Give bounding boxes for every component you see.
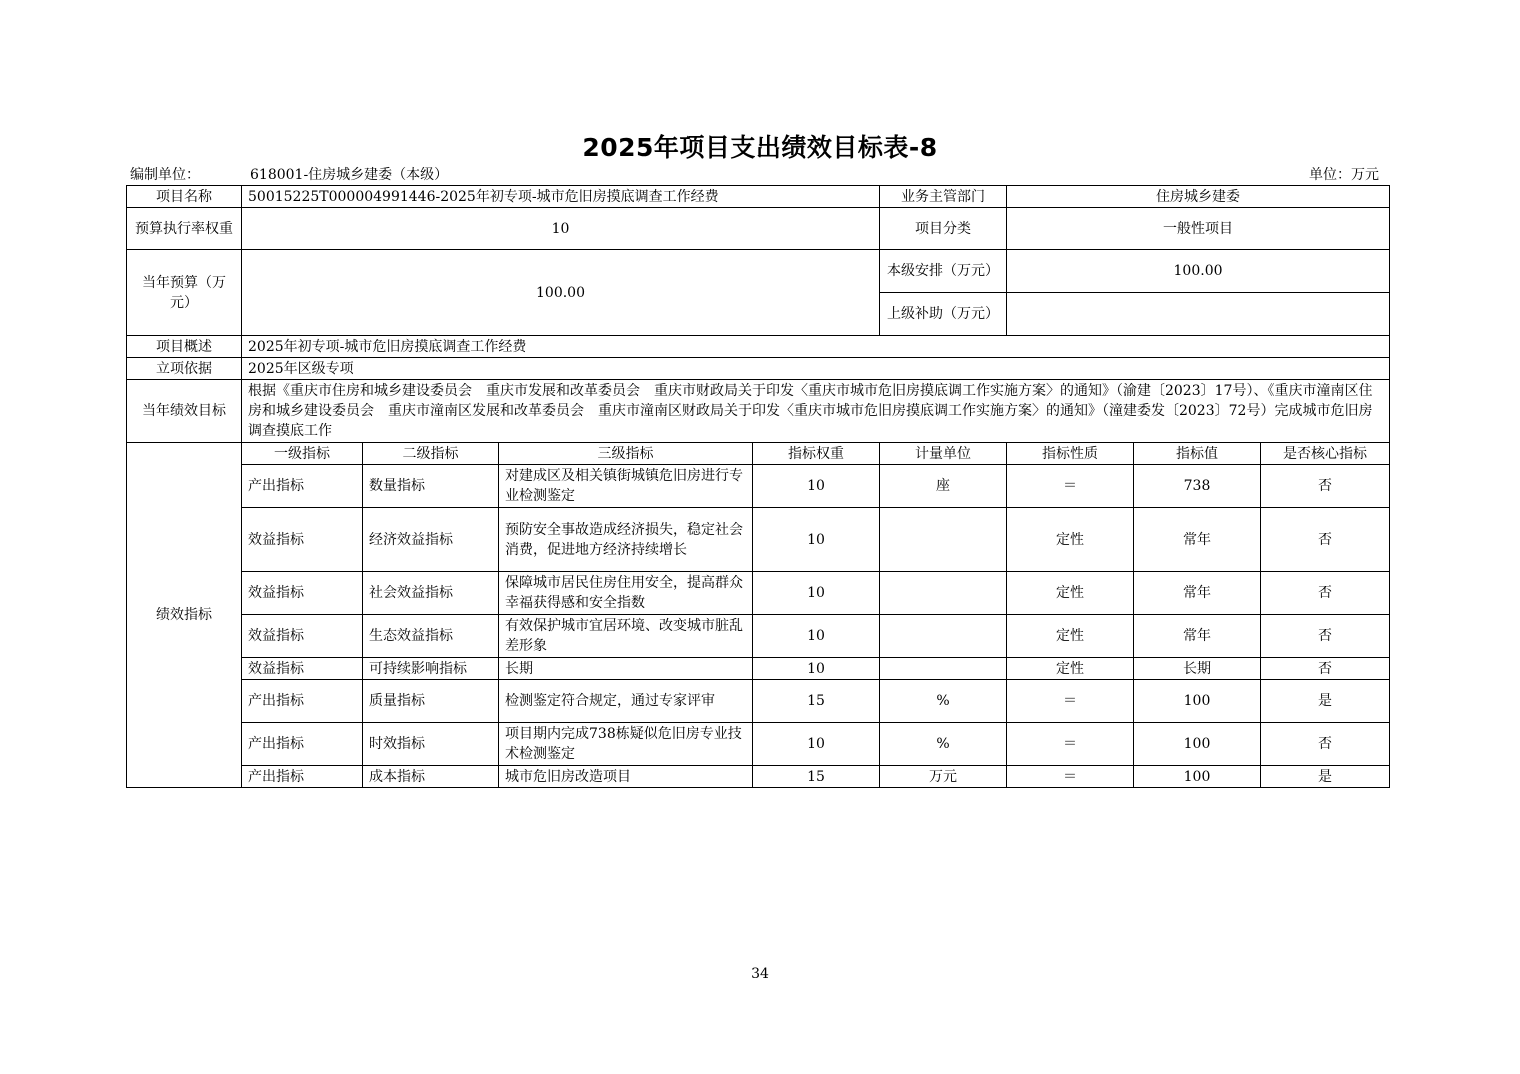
level1-cell: 效益指标 [242,572,363,615]
level2-cell: 质量指标 [363,680,499,723]
goal-label: 当年绩效目标 [127,380,242,443]
table-row [127,615,1390,658]
table-row [127,723,1390,766]
value-cell: 常年 [1134,572,1261,615]
basis-label: 立项依据 [127,358,242,380]
value-cell: 长期 [1134,658,1261,680]
weight-cell: 10 [753,572,880,615]
level3-cell: 长期 [499,658,753,680]
unit-cell: % [880,680,1007,723]
upper-value [1007,293,1390,336]
row-basis [127,358,1390,380]
value-cell: 100 [1134,723,1261,766]
level2-cell: 成本指标 [363,766,499,788]
category-label: 项目分类 [880,208,1007,250]
category-value: 一般性项目 [1007,208,1390,250]
level1-cell: 产出指标 [242,680,363,723]
budget-label: 当年预算（万元） [127,250,242,336]
level1-cell: 效益指标 [242,658,363,680]
core-cell: 否 [1261,723,1390,766]
unit-label: 单位：万元 [1309,167,1379,183]
table-row [127,680,1390,723]
unit-cell: 万元 [880,766,1007,788]
level1-cell: 效益指标 [242,508,363,572]
unit-cell: 座 [880,465,1007,508]
table-row [127,465,1390,508]
nature-cell: 定性 [1007,658,1134,680]
level1-cell: 产出指标 [242,766,363,788]
dept-label: 业务主管部门 [880,186,1007,208]
value-cell: 738 [1134,465,1261,508]
budget-value: 100.00 [242,250,880,336]
unit-cell [880,572,1007,615]
unit-cell [880,615,1007,658]
basis-value: 2025年区级专项 [242,358,1390,380]
core-cell: 是 [1261,766,1390,788]
level2-cell: 可持续影响指标 [363,658,499,680]
weight-cell: 10 [753,615,880,658]
nature-cell: 定性 [1007,572,1134,615]
header-cell: 指标性质 [1007,443,1134,465]
level2-cell: 时效指标 [363,723,499,766]
level2-cell: 生态效益指标 [363,615,499,658]
level2-cell: 社会效益指标 [363,572,499,615]
goal-value: 根据《重庆市住房和城乡建设委员会 重庆市发展和改革委员会 重庆市财政局关于印发〈重庆市城市危旧房摸底调工作实施方案〉的通知》（渝建〔2023〕17号）、《重庆市潼南区住房和城乡建设委员会 重庆市潼南区发展和改革委员会 重庆市潼南区财政局关于印发〈重庆市城市危旧房摸底调工作实施方案〉的通知》（潼建委发〔2023〕72号）完成城市危旧房调查摸底工作 [242,380,1390,443]
local-label: 本级安排（万元） [880,250,1007,293]
overview-value: 2025年初专项-城市危旧房摸底调查工作经费 [242,336,1390,358]
level1-cell: 产出指标 [242,723,363,766]
level3-cell: 项目期内完成738栋疑似危旧房专业技术检测鉴定 [499,723,753,766]
table-row [127,508,1390,572]
project-name-label: 项目名称 [127,186,242,208]
nature-cell: 定性 [1007,508,1134,572]
level3-cell: 城市危旧房改造项目 [499,766,753,788]
nature-cell: ＝ [1007,766,1134,788]
nature-cell: ＝ [1007,723,1134,766]
weight-cell: 10 [753,723,880,766]
level3-cell: 保障城市居民住房住用安全，提高群众幸福获得感和安全指数 [499,572,753,615]
performance-table [126,185,1390,788]
value-cell: 常年 [1134,508,1261,572]
page-number: 34 [751,966,769,982]
level3-cell: 检测鉴定符合规定，通过专家评审 [499,680,753,723]
core-cell: 否 [1261,465,1390,508]
org-value: 618001-住房城乡建委（本级） [250,167,449,183]
page-title: 2025年项目支出绩效目标表-8 [582,133,938,162]
core-cell: 否 [1261,572,1390,615]
upper-label: 上级补助（万元） [880,293,1007,336]
unit-cell: % [880,723,1007,766]
unit-cell [880,508,1007,572]
unit-cell [880,658,1007,680]
row-budget [127,250,1390,293]
overview-label: 项目概述 [127,336,242,358]
nature-cell: 定性 [1007,615,1134,658]
weight-cell: 15 [753,766,880,788]
core-cell: 否 [1261,658,1390,680]
nature-cell: ＝ [1007,465,1134,508]
level3-cell: 预防安全事故造成经济损失，稳定社会消费，促进地方经济持续增长 [499,508,753,572]
core-cell: 是 [1261,680,1390,723]
header-cell: 指标值 [1134,443,1261,465]
level3-cell: 对建成区及相关镇街城镇危旧房进行专业检测鉴定 [499,465,753,508]
level3-cell: 有效保护城市宜居环境、改变城市脏乱差形象 [499,615,753,658]
value-cell: 常年 [1134,615,1261,658]
weight-value: 10 [242,208,880,250]
level1-cell: 效益指标 [242,615,363,658]
table-row [127,658,1390,680]
header-cell: 二级指标 [363,443,499,465]
org-label: 编制单位： [130,167,200,183]
core-cell: 否 [1261,508,1390,572]
project-name-value: 50015225T000004991446-2025年初专项-城市危旧房摸底调查工作经费 [242,186,880,208]
header-cell: 一级指标 [242,443,363,465]
value-cell: 100 [1134,766,1261,788]
indicator-header-row [127,443,1390,465]
header-cell: 指标权重 [753,443,880,465]
nature-cell: ＝ [1007,680,1134,723]
row-weight [127,208,1390,250]
perf-label: 绩效指标 [127,443,242,788]
row-project-name [127,186,1390,208]
table-row [127,572,1390,615]
header-cell: 计量单位 [880,443,1007,465]
org-line [130,164,448,184]
value-cell: 100 [1134,680,1261,723]
level2-cell: 经济效益指标 [363,508,499,572]
level2-cell: 数量指标 [363,465,499,508]
table-row [127,766,1390,788]
header-cell: 三级指标 [499,443,753,465]
core-cell: 否 [1261,615,1390,658]
row-overview [127,336,1390,358]
weight-cell: 10 [753,465,880,508]
weight-cell: 15 [753,680,880,723]
row-goal [127,380,1390,443]
weight-cell: 10 [753,658,880,680]
header-cell: 是否核心指标 [1261,443,1390,465]
level1-cell: 产出指标 [242,465,363,508]
weight-label: 预算执行率权重 [127,208,242,250]
local-value: 100.00 [1007,250,1390,293]
dept-value: 住房城乡建委 [1007,186,1390,208]
weight-cell: 10 [753,508,880,572]
